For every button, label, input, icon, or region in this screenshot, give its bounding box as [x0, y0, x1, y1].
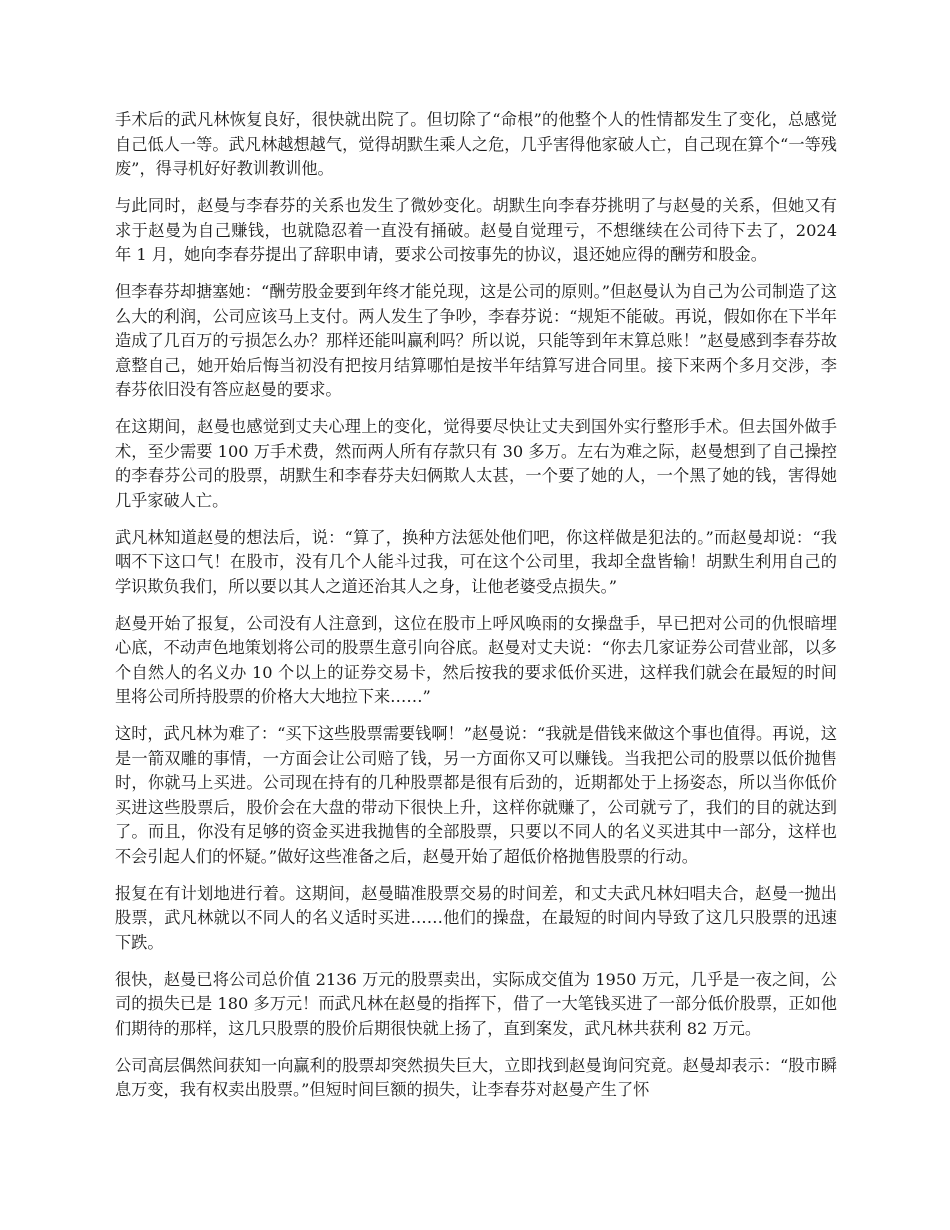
- paragraph: 手术后的武凡林恢复良好，很快就出院了。但切除了“命根”的他整个人的性情都发生了变化，总感觉自己低人一等。武凡林越想越气，觉得胡默生乘人之危，几乎害得他家破人亡，自己现在算个“一等残废”，得寻机好好教训教训他。: [115, 110, 837, 178]
- paragraph: 但李春芬却搪塞她：“酬劳股金要到年终才能兑现，这是公司的原则。”但赵曼认为自己为公司制造了这么大的利润，公司应该马上支付。两人发生了争吵，李春芬说：“规矩不能破。再说，假如你在下半年造成了几百万的亏损怎么办？那样还能叫赢利吗？所以说，只能等到年末算总账！”赵曼感到李春芬故意整自己，她开始后悔当初没有把按月结算哪怕是按半年结算写进合同里。接下来两个多月交涉，李春芬依旧没有答应赵曼的要求。: [115, 282, 837, 399]
- paragraph: 公司高层偶然间获知一向赢利的股票却突然损失巨大，立即找到赵曼询问究竟。赵曼却表示：“股市瞬息万变，我有权卖出股票。”但短时间巨额的损失，让李春芬对赵曼产生了怀: [115, 1055, 837, 1099]
- document-body: [115, 108, 837, 1115]
- paragraph: 武凡林知道赵曼的想法后，说：“算了，换种方法惩处他们吧，你这样做是犯法的。”而赵曼却说：“我咽不下这口气！在股市，没有几个人能斗过我，可在这个公司里，我却全盘皆输！胡默生利用自己的学识欺负我们，所以要以其人之道还治其人之身，让他老婆受点损失。”: [115, 527, 837, 596]
- paragraph: 与此同时，赵曼与李春芬的关系也发生了微妙变化。胡默生向李春芬挑明了与赵曼的关系，但她又有求于赵曼为自己赚钱，也就隐忍着一直没有捅破。赵曼自觉理亏，不想继续在公司待下去了，2024 年 1 月，她向李春芬提出了辞职申请，要求公司按事先的协议，退还她应得的酬劳和股金。: [115, 196, 837, 264]
- paragraph: 报复在有计划地进行着。这期间，赵曼瞄准股票交易的时间差，和丈夫武凡林妇唱夫合，赵曼一抛出股票，武凡林就以不同人的名义适时买进……他们的操盘，在最短的时间内导致了这几只股票的迅速下跌。: [115, 883, 837, 952]
- paragraph: 在这期间，赵曼也感觉到丈夫心理上的变化，觉得要尽快让丈夫到国外实行整形手术。但去国外做手术，至少需要 100 万手术费，然而两人所有存款只有 30 多万。左右为难之际，赵曼想到了自己操控的李春芬公司的股票，胡默生和李春芬夫妇俩欺人太甚，一个要了她的人，一个黑了她的钱，害得她几乎家破人亡。: [115, 417, 837, 510]
- paragraph: 这时，武凡林为难了：“买下这些股票需要钱啊！”赵曼说：“我就是借钱来做这个事也值得。再说，这是一箭双雕的事情，一方面会让公司赔了钱，另一方面你又可以赚钱。当我把公司的股票以低价抛售时，你就马上买进。公司现在持有的几种股票都是很有后劲的，近期都处于上扬姿态，所以当你低价买进这些股票后，股价会在大盘的带动下很快上升，这样你就赚了，公司就亏了，我们的目的就达到了。而且，你没有足够的资金买进我抛售的全部股票，只要以不同人的名义买进其中一部分，这样也不会引起人们的怀疑。”做好这些准备之后，赵曼开始了超低价格抛售股票的行动。: [115, 724, 837, 866]
- paragraph: 很快，赵曼已将公司总价值 2136 万元的股票卖出，实际成交值为 1950 万元，几乎是一夜之间，公司的损失已是 180 多万元！而武凡林在赵曼的指挥下，借了一大笔钱买进了一部分低价股票，正如他们期待的那样，这几只股票的股价后期很快就上扬了，直到案发，武凡林共获利 82 万元。: [115, 969, 837, 1038]
- paragraph: 赵曼开始了报复，公司没有人注意到，这位在股市上呼风唤雨的女操盘手，早已把对公司的仇恨暗埋心底，不动声色地策划将公司的股票生意引向谷底。赵曼对丈夫说：“你去几家证券公司营业部，以多个自然人的名义办 10 个以上的证券交易卡，然后按我的要求低价买进，这样我们就会在最短的时间里将公司所持股票的价格大大地拉下来……”: [115, 613, 837, 706]
